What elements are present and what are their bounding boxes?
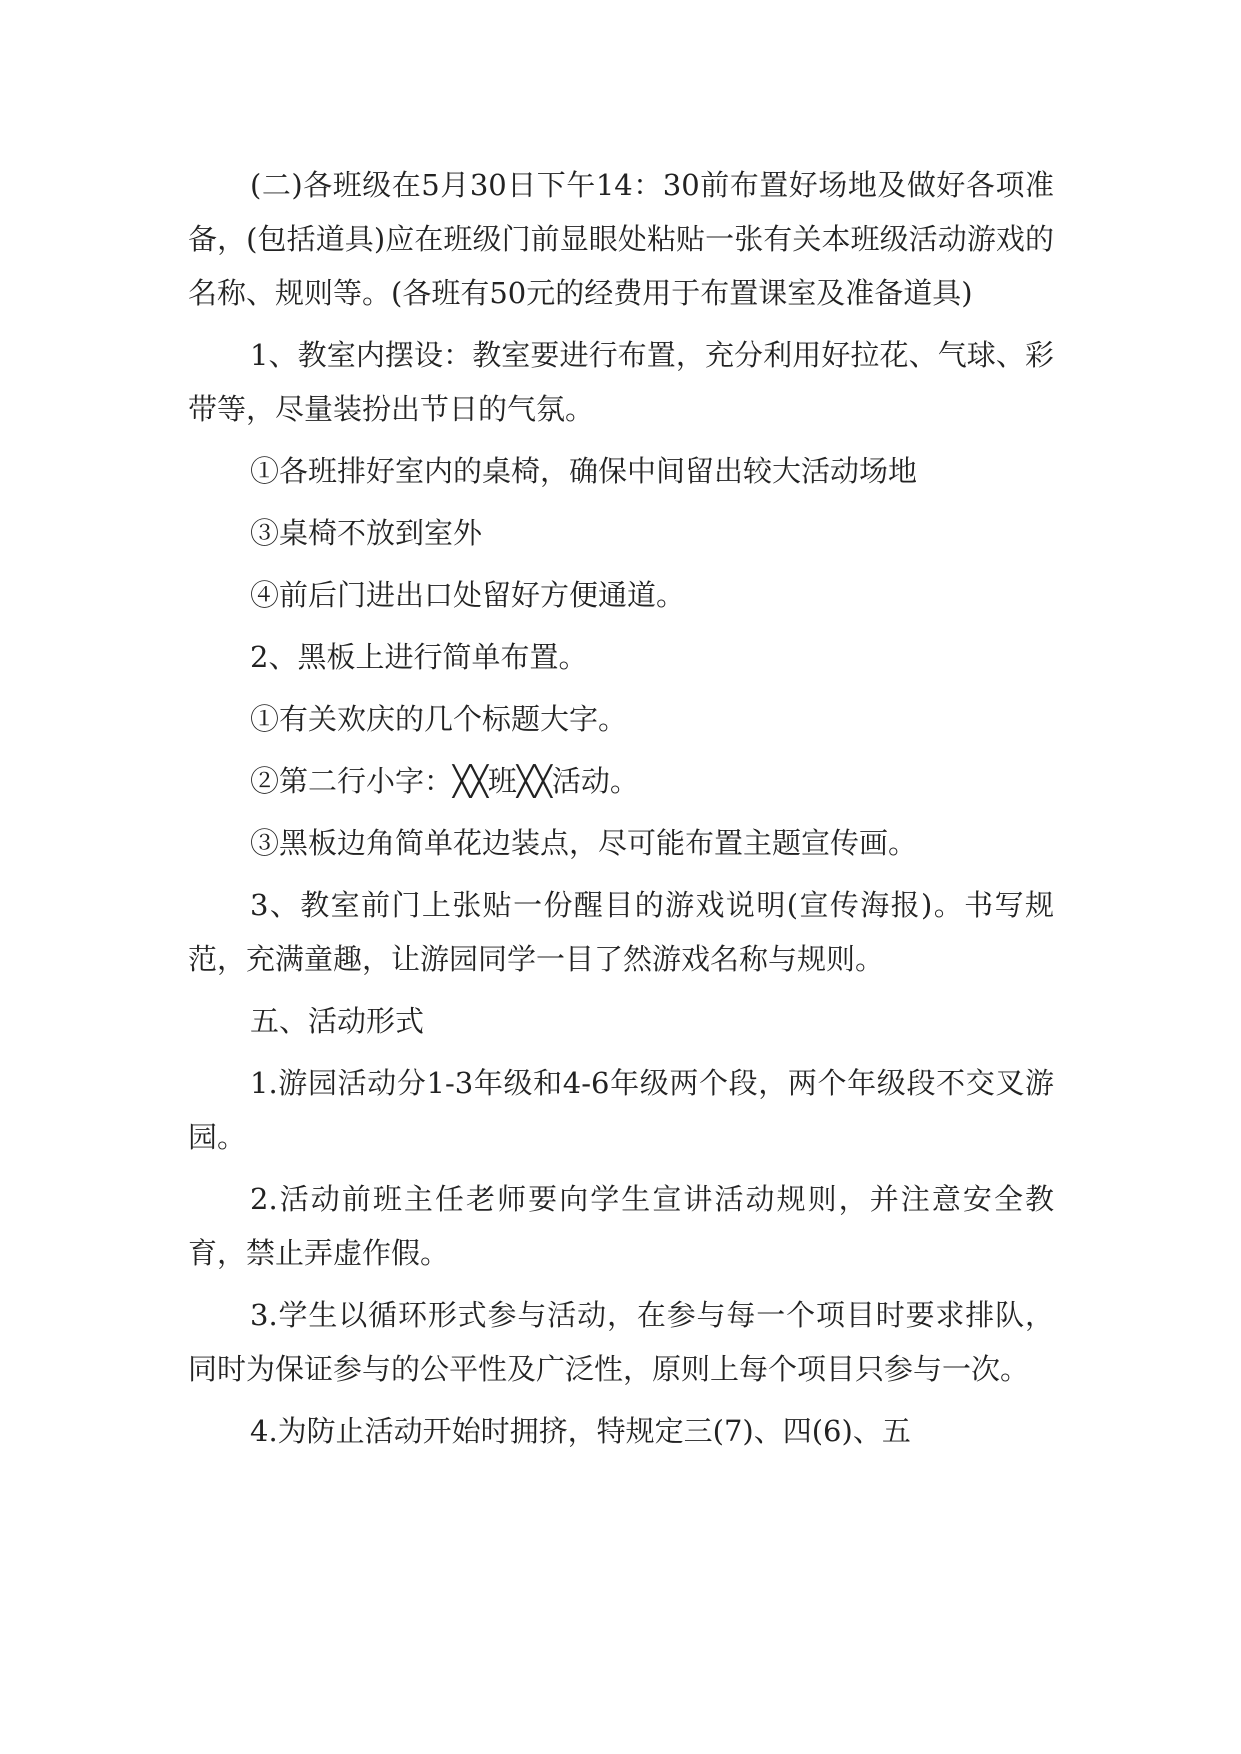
paragraph-blackboard-subtitle: ②第二行小字：╳╳班╳╳活动。	[250, 764, 639, 798]
paragraph-blackboard-border: ③黑板边角简单花边装点，尽可能布置主题宣传画。	[250, 826, 918, 860]
document-body	[188, 158, 1054, 1466]
paragraph-classroom-decoration: 1、教室内摆设：教室要进行布置，充分利用好拉花、气球、彩带等，尽量装扮出节日的气氛。	[188, 338, 1054, 426]
paragraph-venue-preparation: (二)各班级在5月30日下午14：30前布置好场地及做好各项准备，(包括道具)应在班级门前显眼处粘贴一张有关本班级活动游戏的名称、规则等。(各班有50元的经费用于布置课室及准备道具)	[188, 168, 1054, 310]
paragraph-grade-groups: 1.游园活动分1-3年级和4-6年级两个段，两个年级段不交叉游园。	[188, 1066, 1054, 1154]
paragraph-desks-indoors: ③桌椅不放到室外	[250, 516, 483, 550]
paragraph-crowd-prevention: 4.为防止活动开始时拥挤，特规定三(7)、四(6)、五	[250, 1414, 911, 1448]
paragraph-desks-arrangement: ①各班排好室内的桌椅，确保中间留出较大活动场地	[250, 454, 918, 488]
paragraph-blackboard: 2、黑板上进行简单布置。	[250, 640, 588, 674]
paragraph-safety-education: 2.活动前班主任老师要向学生宣讲活动规则，并注意安全教育，禁止弄虚作假。	[188, 1182, 1054, 1270]
paragraph-game-poster: 3、教室前门上张贴一份醒目的游戏说明(宣传海报)。书写规范，充满童趣，让游园同学一目了然游戏名称与规则。	[188, 888, 1054, 976]
paragraph-door-passage: ④前后门进出口处留好方便通道。	[250, 578, 686, 612]
section-heading-activity-form: 五、活动形式	[250, 1004, 425, 1038]
paragraph-rotation-rule: 3.学生以循环形式参与活动，在参与每一个项目时要求排队，同时为保证参与的公平性及广泛性，原则上每个项目只参与一次。	[188, 1298, 1054, 1386]
paragraph-blackboard-title: ①有关欢庆的几个标题大字。	[250, 702, 628, 736]
